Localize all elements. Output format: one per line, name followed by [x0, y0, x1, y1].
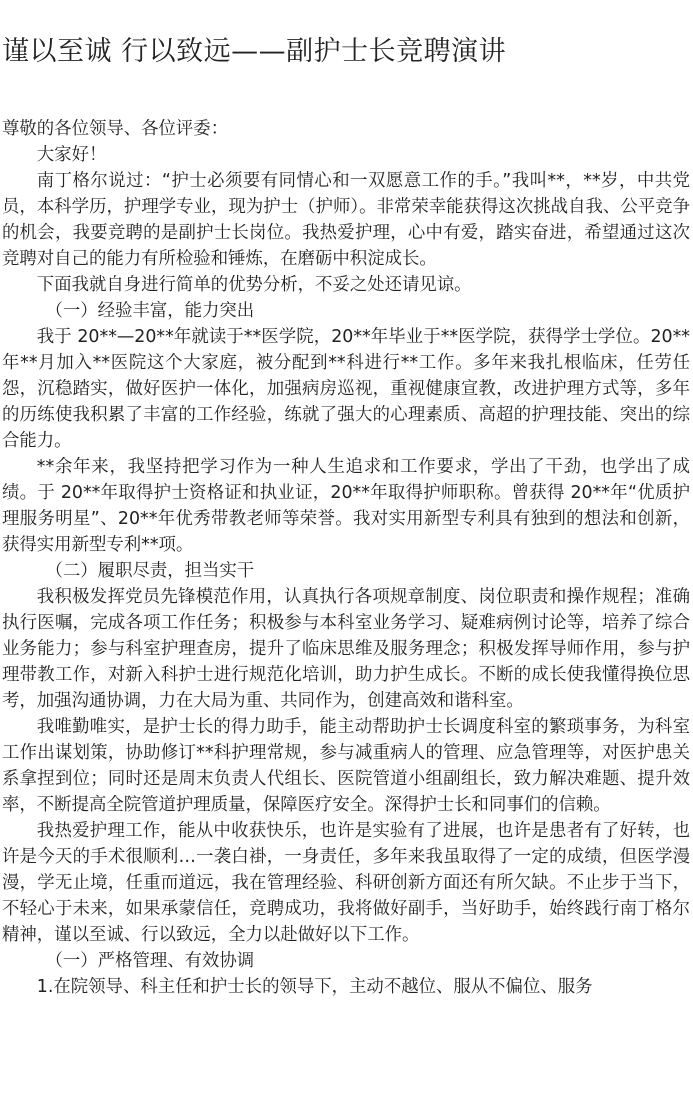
section-heading-duties: （二）履职尽责，担当实干 [45, 561, 255, 581]
paragraph-learning: **余年来，我坚持把学习作为一种人生追求和工作要求，学出了干劲，也学出了成绩。于 20**年取得护士资格证和执业证，20**年取得护师职称。曾获得 20**年“优质护理服务明星”、20**年优秀带教老师等荣誉。我对实用新型专利具有独到的想法和创新，获得实用新型专利**项。 [2, 457, 690, 555]
paragraph-transition: 下面我就自身进行简单的优势分析，不妥之处还请见谅。 [36, 275, 472, 295]
paragraph-commitment: 我热爱护理工作，能从中收获快乐，也许是实验有了进展，也许是患者有了好转，也许是今天的手术很顺利…一袭白褂，一身责任，多年来我虽取得了一定的成绩，但医学漫漫，学无止境，任重而道远，我在管理经验、科研创新方面还有所欠缺。不止步于当下，不轻心于未来，如果承蒙信任，竞聘成功，我将做好副手，当好助手，始终践行南丁格尔精神，谨以至诚、行以致远，全力以赴做好以下工作。 [2, 821, 690, 945]
paragraph-greeting: 大家好！ [36, 145, 107, 165]
document-title: 谨以至诚 行以致远——副护士长竞聘演讲 [2, 36, 507, 67]
salutation: 尊敬的各位领导、各位评委： [2, 119, 229, 139]
paragraph-education: 我于 20**—20**年就读于**医学院，20**年毕业于**医学院，获得学士学位。20**年**月加入**医院这个大家庭，被分配到**科进行**工作。多年来我扎根临床，任劳任怨，沉稳踏实，做好医护一体化，加强病房巡视，重视健康宣教，改进护理方式等，多年的历练使我积累了丰富的工作经验，练就了强大的心理素质、高超的护理技能、突出的综合能力。 [2, 327, 690, 451]
section-heading-management: （一）严格管理、有效协调 [45, 951, 255, 971]
document-body [2, 116, 690, 1000]
paragraph-management-item-1: 1.在院领导、科主任和护士长的领导下，主动不越位、服从不偏位、服务 [36, 977, 593, 997]
section-heading-experience: （一）经验丰富，能力突出 [45, 301, 255, 321]
paragraph-introduction: 南丁格尔说过：“护士必须要有同情心和一双愿意工作的手。”我叫**，**岁，中共党员，本科学历，护理学专业，现为护士（护师）。非常荣幸能获得这次挑战自我、公平竞争的机会，我要竞聘的是副护士长岗位。我热爱护理，心中有爱，踏实奋进，希望通过这次竞聘对自己的能力有所检验和锤炼，在磨砺中积淀成长。 [2, 171, 690, 269]
paragraph-party-role: 我积极发挥党员先锋模范作用，认真执行各项规章制度、岗位职责和操作规程；准确执行医嘱，完成各项工作任务；积极参与本科室业务学习、疑难病例讨论等，培养了综合业务能力；参与科室护理查房，提升了临床思维及服务理念；积极发挥导师作用，参与护理带教工作，对新入科护士进行规范化培训，助力护生成长。不断的成长使我懂得换位思考，加强沟通协调，力在大局为重、共同作为，创建高效和谐科室。 [2, 587, 690, 711]
paragraph-assistant-role: 我唯勤唯实，是护士长的得力助手，能主动帮助护士长调度科室的繁琐事务，为科室工作出谋划策，协助修订**科护理常规，参与减重病人的管理、应急管理等，对医护患关系拿捏到位；同时还是周末负责人代组长、医院管道小组副组长，致力解决难题、提升效率，不断提高全院管道护理质量，保障医疗安全。深得护士长和同事们的信赖。 [2, 717, 690, 815]
